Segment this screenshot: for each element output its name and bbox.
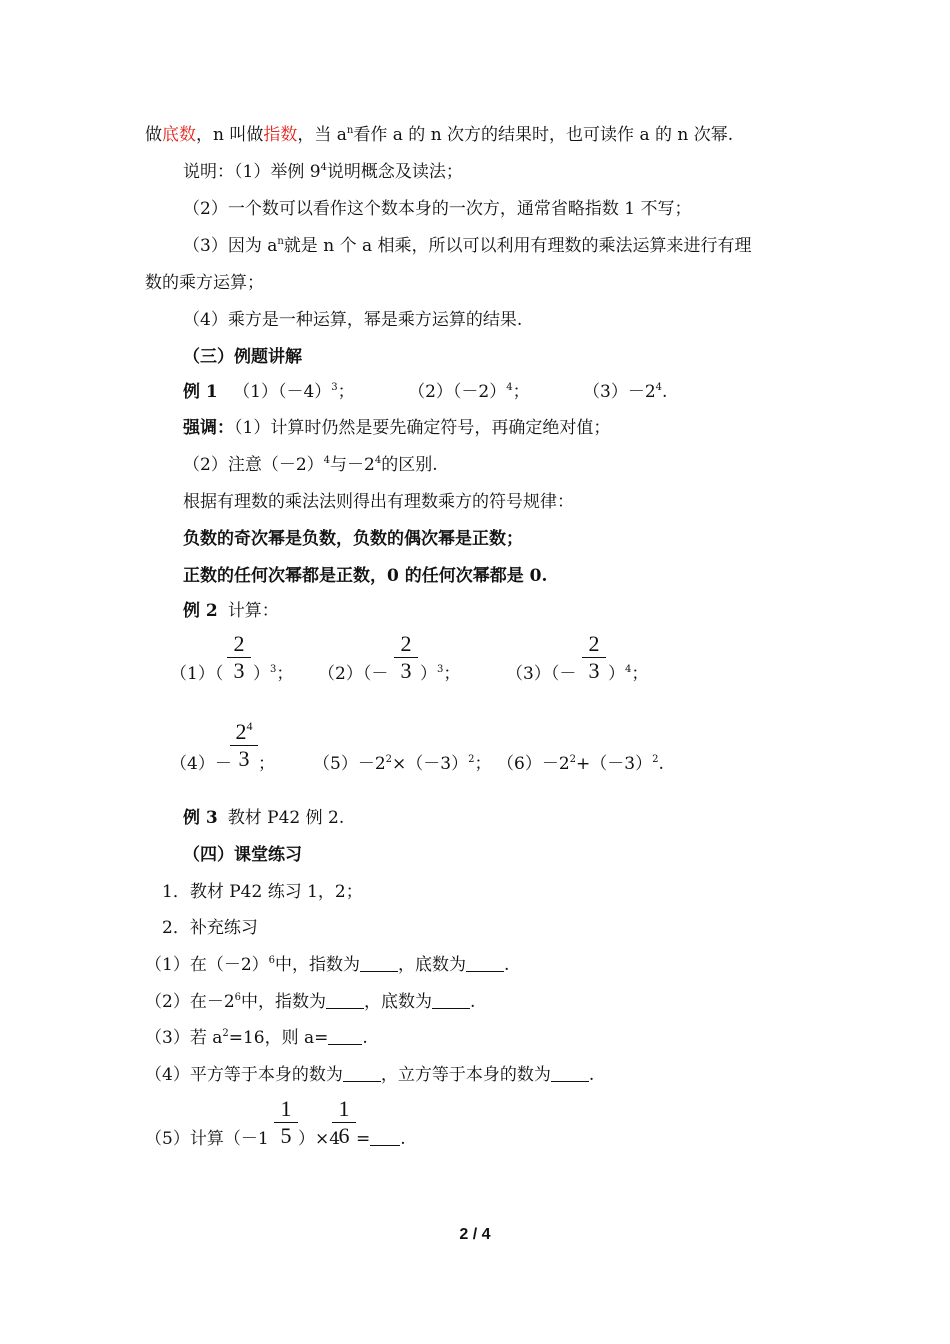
item-1 bbox=[170, 662, 223, 686]
denominator: 3 bbox=[238, 746, 250, 771]
numerator: 2 bbox=[588, 631, 600, 656]
question-3 bbox=[145, 1026, 368, 1050]
numerator: 1 bbox=[280, 1096, 292, 1121]
numerator: 2 bbox=[400, 631, 412, 656]
answer-blank[interactable] bbox=[326, 1008, 364, 1009]
superscript: 2 bbox=[652, 754, 659, 765]
practice-1: 1．教材 P42 练习 1，2； bbox=[162, 882, 363, 902]
text: （3）－2 bbox=[583, 382, 656, 402]
numerator: 2 bbox=[235, 719, 247, 744]
emphasis-2 bbox=[183, 453, 438, 477]
text: ； bbox=[474, 754, 492, 774]
note-3 bbox=[183, 234, 752, 258]
text: ，立方等于本身的数为 bbox=[380, 1065, 551, 1085]
denominator: 3 bbox=[400, 658, 412, 683]
text: = bbox=[356, 1129, 371, 1149]
item-6 bbox=[497, 752, 664, 776]
item-4-tail: ； bbox=[258, 754, 275, 774]
superscript: n bbox=[346, 125, 354, 136]
practice-2: 2．补充练习 bbox=[162, 918, 258, 938]
example-label: 例 2 bbox=[183, 601, 218, 621]
text: 与－2 bbox=[330, 455, 375, 475]
term-exponent: 指数 bbox=[263, 125, 298, 145]
text-line-top bbox=[145, 123, 733, 147]
question-5-mid: ）×4 bbox=[298, 1129, 341, 1149]
answer-blank[interactable] bbox=[466, 971, 504, 972]
example-label: 例 3 bbox=[183, 808, 218, 828]
text: （3）因为 a bbox=[183, 236, 278, 256]
page-number: 2 / 4 bbox=[459, 1226, 491, 1243]
rule-negative: 负数的奇次幂是负数，负数的偶次幂是正数； bbox=[183, 529, 523, 549]
text: 的区别. bbox=[381, 455, 438, 475]
item-3-tail bbox=[608, 662, 648, 686]
text: 做 bbox=[145, 125, 162, 145]
rule-intro: 根据有理数的乘法法则得出有理数乘方的符号规律： bbox=[183, 492, 574, 512]
answer-blank[interactable] bbox=[370, 1145, 400, 1146]
note-4: （4）乘方是一种运算，幂是乘方运算的结果. bbox=[183, 310, 523, 330]
example-1 bbox=[183, 380, 667, 404]
text: . bbox=[504, 955, 510, 975]
text: （2）在－2 bbox=[145, 992, 235, 1012]
superscript: 4 bbox=[323, 455, 331, 466]
term-base: 底数 bbox=[162, 125, 196, 145]
text: （1）在（－2） bbox=[145, 955, 269, 975]
superscript: 6 bbox=[268, 955, 276, 966]
text: . bbox=[658, 754, 664, 774]
fraction bbox=[272, 1097, 300, 1148]
emphasis-1 bbox=[183, 416, 610, 440]
text: . bbox=[662, 382, 668, 402]
answer-blank[interactable] bbox=[328, 1044, 362, 1045]
superscript: 4 bbox=[625, 664, 632, 675]
fraction bbox=[225, 632, 253, 683]
superscript: 3 bbox=[331, 382, 338, 393]
item-2-tail bbox=[420, 662, 460, 686]
text: 就是 n 个 a 相乘，所以可以利用有理数的乘法运算来进行有理 bbox=[283, 236, 752, 256]
answer-blank[interactable] bbox=[360, 971, 398, 972]
section-heading-examples: （三）例题讲解 bbox=[183, 347, 302, 367]
rule-positive: 正数的任何次幂都是正数，0 的任何次幂都是 0. bbox=[183, 566, 548, 586]
section-heading-practice: （四）课堂练习 bbox=[183, 845, 302, 865]
item-2 bbox=[318, 662, 388, 686]
superscript: 4 bbox=[246, 719, 253, 733]
text: （2）（－2） bbox=[408, 382, 507, 402]
text: 说明：（1）举例 9 bbox=[183, 162, 321, 182]
text: （2）（－ bbox=[318, 664, 389, 684]
numerator: 2 bbox=[233, 631, 245, 656]
superscript: 4 bbox=[655, 382, 663, 393]
text: ） bbox=[253, 664, 270, 684]
text: ； bbox=[443, 664, 461, 684]
text: ） bbox=[608, 664, 625, 684]
item-4: （4）－ bbox=[170, 754, 232, 774]
denominator: 6 bbox=[338, 1123, 350, 1148]
note-intro bbox=[183, 160, 463, 184]
example-2 bbox=[183, 599, 279, 623]
text: 说明概念及读法； bbox=[326, 162, 463, 182]
text: . bbox=[588, 1065, 595, 1085]
text: （3）（－ bbox=[506, 664, 577, 684]
denominator: 3 bbox=[588, 658, 600, 683]
text: （1）（ bbox=[170, 664, 224, 684]
text: 计算： bbox=[227, 601, 279, 621]
superscript: 3 bbox=[270, 664, 277, 675]
text: ； bbox=[276, 664, 294, 684]
text: ，n 叫做 bbox=[196, 125, 264, 145]
superscript: 2 bbox=[385, 754, 393, 765]
text: （5）－2 bbox=[313, 754, 386, 774]
text: （2）注意（－2） bbox=[183, 455, 324, 475]
note-2: （2）一个数可以看作这个数本身的一次方，通常省略指数 1 不写； bbox=[183, 199, 692, 219]
text: ，底数为 bbox=[398, 955, 467, 975]
text: ； bbox=[631, 664, 649, 684]
superscript: n bbox=[277, 236, 284, 247]
superscript: 6 bbox=[234, 992, 242, 1003]
question-5-tail bbox=[356, 1127, 406, 1151]
question-2 bbox=[145, 990, 475, 1014]
text: 教材 P42 例 2. bbox=[227, 808, 345, 828]
text: 中，指数为 bbox=[275, 955, 361, 975]
question-1 bbox=[145, 953, 509, 977]
superscript: 3 bbox=[437, 664, 444, 675]
note-3-cont: 数的乘方运算； bbox=[145, 273, 264, 293]
superscript: 2 bbox=[222, 1028, 229, 1039]
text: . bbox=[400, 1129, 406, 1149]
example-label: 例 1 bbox=[183, 382, 218, 402]
superscript: 2 bbox=[468, 754, 475, 765]
text: ； bbox=[337, 382, 355, 402]
question-5: （5）计算（－1 bbox=[145, 1129, 269, 1149]
answer-blank[interactable] bbox=[551, 1081, 589, 1082]
denominator: 5 bbox=[280, 1123, 292, 1148]
text: 看作 a 的 n 次方的结果时，也可读作 a 的 n 次幂. bbox=[353, 125, 734, 145]
item-1-tail bbox=[253, 662, 293, 686]
question-4 bbox=[145, 1063, 594, 1087]
superscript: 4 bbox=[506, 382, 513, 393]
item-5 bbox=[313, 752, 491, 776]
numerator: 1 bbox=[338, 1096, 350, 1121]
text: ，底数为 bbox=[364, 992, 433, 1012]
text: . bbox=[470, 992, 476, 1012]
text: （6）－2 bbox=[497, 754, 570, 774]
text: . bbox=[362, 1028, 368, 1048]
denominator: 3 bbox=[233, 658, 245, 683]
text: ） bbox=[420, 664, 437, 684]
example-3 bbox=[183, 806, 344, 830]
fraction bbox=[392, 632, 420, 683]
item-3 bbox=[506, 662, 576, 686]
text: ，当 a bbox=[297, 125, 347, 145]
text: （3）若 a bbox=[145, 1028, 223, 1048]
text: （1）计算时仍然是要先确定符号，再确定绝对值； bbox=[234, 418, 611, 438]
text: ； bbox=[512, 382, 530, 402]
text: 中，指数为 bbox=[241, 992, 327, 1012]
fraction bbox=[228, 720, 260, 771]
text: ×（－3） bbox=[392, 754, 469, 774]
emphasis-label: 强调： bbox=[183, 418, 234, 438]
superscript: 4 bbox=[374, 455, 382, 466]
text: =16，则 a= bbox=[228, 1028, 329, 1048]
text: +（－3） bbox=[576, 754, 653, 774]
answer-blank[interactable] bbox=[432, 1008, 470, 1009]
superscript: 4 bbox=[320, 162, 327, 173]
answer-blank[interactable] bbox=[343, 1081, 381, 1082]
text: （1）（－4） bbox=[233, 382, 332, 402]
fraction bbox=[580, 632, 608, 683]
superscript: 2 bbox=[569, 754, 577, 765]
text: （4）平方等于本身的数为 bbox=[145, 1065, 343, 1085]
